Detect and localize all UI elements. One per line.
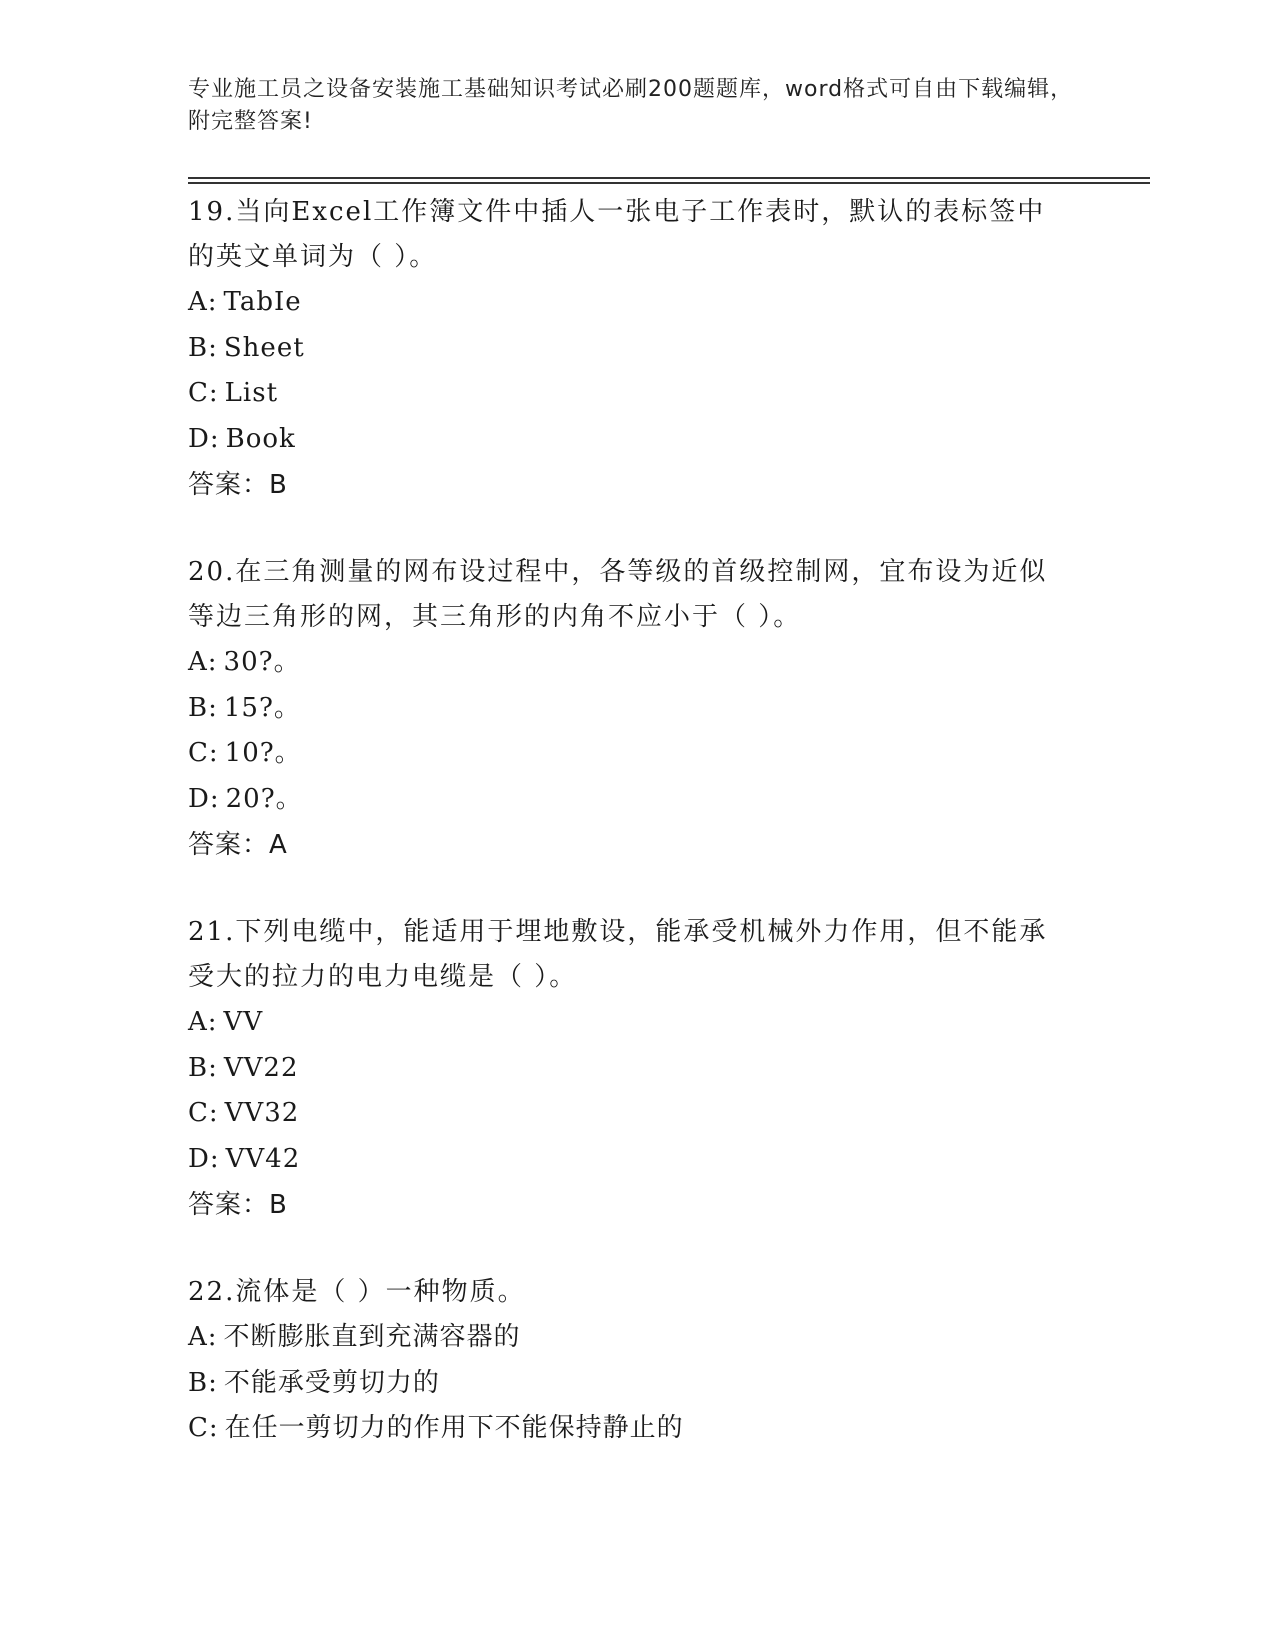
option-letter: A: bbox=[188, 1322, 218, 1352]
option-text: TabIe bbox=[223, 287, 302, 317]
option-text: VV42 bbox=[225, 1143, 301, 1174]
option-letter: C: bbox=[188, 378, 219, 408]
question-text: 20.在三角测量的网布设过程中，各等级的首级控制网，宜布设为近似等边三角形的网，其三角形的内角不应小于（ ）。 bbox=[188, 557, 1048, 632]
question-list bbox=[188, 190, 1088, 1452]
answer-line: 答案：B bbox=[188, 470, 288, 500]
question-text: 22.流体是（ ）一种物质。 bbox=[188, 1277, 526, 1307]
header-divider-bottom bbox=[188, 182, 1150, 184]
option-b bbox=[188, 686, 1088, 732]
option-letter: B: bbox=[188, 692, 218, 723]
option-letter: A: bbox=[188, 287, 218, 317]
option-text: Sheet bbox=[223, 332, 305, 363]
option-letter: C: bbox=[188, 1098, 219, 1128]
option-a bbox=[188, 640, 1088, 686]
question-spacer bbox=[188, 868, 1088, 910]
option-text: List bbox=[224, 378, 279, 408]
option-letter: A: bbox=[188, 1007, 218, 1037]
question-22 bbox=[188, 1270, 1088, 1452]
option-a bbox=[188, 1000, 1088, 1046]
option-a bbox=[188, 1315, 1088, 1361]
question-spacer bbox=[188, 508, 1088, 550]
option-text: Book bbox=[225, 423, 296, 454]
option-text: 30?。 bbox=[223, 647, 301, 677]
option-c bbox=[188, 1406, 1088, 1452]
option-text: 不能承受剪切力的 bbox=[223, 1367, 440, 1398]
answer-line: 答案：B bbox=[188, 1190, 288, 1220]
option-b bbox=[188, 326, 1088, 372]
option-text: VV32 bbox=[224, 1098, 300, 1128]
header-divider-top bbox=[188, 177, 1150, 179]
question-spacer bbox=[188, 1228, 1088, 1270]
option-letter: D: bbox=[188, 1143, 220, 1174]
option-b bbox=[188, 1046, 1088, 1092]
option-letter: C: bbox=[188, 738, 219, 768]
option-text: 不断膨胀直到充满容器的 bbox=[223, 1322, 521, 1352]
question-20 bbox=[188, 550, 1088, 868]
option-a bbox=[188, 280, 1088, 326]
option-text: 20?。 bbox=[225, 783, 303, 814]
option-c bbox=[188, 1091, 1088, 1137]
option-letter: D: bbox=[188, 783, 220, 814]
option-text: 在任一剪切力的作用下不能保持静止的 bbox=[224, 1413, 684, 1443]
question-19 bbox=[188, 190, 1088, 508]
option-d bbox=[188, 417, 1088, 463]
option-text: VV bbox=[223, 1007, 264, 1037]
option-letter: B: bbox=[188, 1367, 218, 1398]
option-c bbox=[188, 371, 1088, 417]
option-d bbox=[188, 777, 1088, 823]
option-letter: D: bbox=[188, 423, 220, 454]
option-letter: C: bbox=[188, 1413, 219, 1443]
option-letter: B: bbox=[188, 1052, 218, 1083]
question-text: 19.当向Excel工作簿文件中插人一张电子工作表时，默认的表标签中的英文单词为（ ）。 bbox=[188, 197, 1046, 272]
answer-line: 答案：A bbox=[188, 830, 288, 860]
document-header: 专业施工员之设备安装施工基础知识考试必刷200题题库，word格式可自由下载编辑，附完整答案! bbox=[188, 77, 1074, 134]
option-c bbox=[188, 731, 1088, 777]
question-21 bbox=[188, 910, 1088, 1228]
option-b bbox=[188, 1361, 1088, 1407]
option-text: 10?。 bbox=[224, 738, 302, 768]
option-text: 15?。 bbox=[223, 692, 301, 723]
option-letter: B: bbox=[188, 332, 218, 363]
option-text: VV22 bbox=[223, 1052, 299, 1083]
option-letter: A: bbox=[188, 647, 218, 677]
option-d bbox=[188, 1137, 1088, 1183]
question-text: 21.下列电缆中，能适用于埋地敷设，能承受机械外力作用，但不能承受大的拉力的电力电缆是（ ）。 bbox=[188, 917, 1048, 992]
